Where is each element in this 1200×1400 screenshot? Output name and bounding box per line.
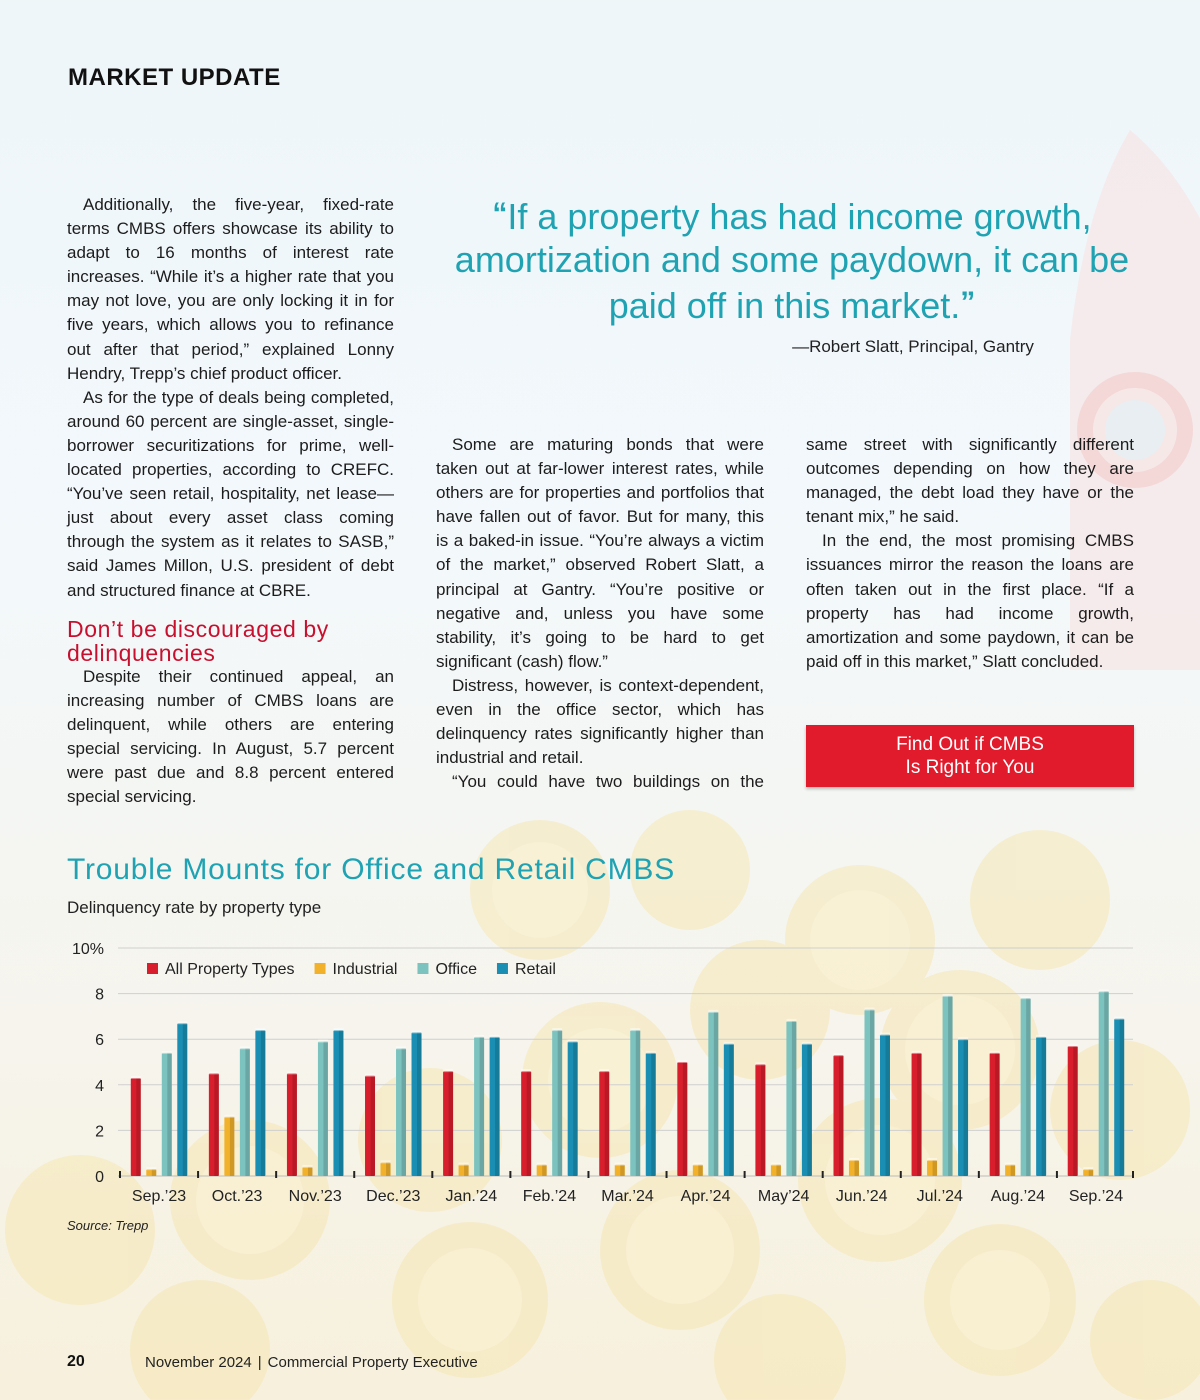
bar-shade [1011, 1165, 1016, 1176]
bar-shade [371, 1076, 376, 1176]
legend-swatch [147, 963, 158, 974]
bar-shade [1042, 1037, 1047, 1176]
y-tick-label: 2 [95, 1123, 104, 1141]
bar-cap [599, 1069, 609, 1072]
x-tick-label: Feb.’24 [522, 1188, 577, 1205]
body-paragraph: As for the type of deals being completed, around 60 percent are single-asset, single-borrower securitizations for prime, well-located properties, according to CREFC. “You’ve seen retail, hospitality, net lease—just about every asset class coming through the system as it relates to SASB,” said James Millon, U.S. president of debt and structured finance at CBRE. [67, 387, 394, 600]
bar-shade [292, 1073, 297, 1176]
pull-quote-text: If a property has had income growth, amortization and some paydown, it can be paid off in this market. [454, 196, 1130, 326]
body-paragraph: Additionally, the five-year, fixed-rate terms CMBS offers showcase its ability to adapt to 16 months of interest rate increases. “While it’s a higher rate that you may not love, you are only locking it in for five years, which allows you to refinance out after that period,” explained Lonny Hendry, Trepp’s chief product officer. [67, 195, 394, 383]
bar-cap [943, 994, 953, 997]
bar-shade [542, 1165, 547, 1176]
bar-shade [714, 1012, 719, 1176]
legend-label: Industrial [332, 961, 398, 978]
bar-cap [1099, 989, 1109, 992]
x-tick-label: Jun.’24 [835, 1188, 888, 1205]
bar-cap [302, 1165, 312, 1168]
bar-shade [620, 1165, 625, 1176]
body-paragraph: Despite their continued appeal, an increasing number of CMBS loans are delinquent, while others are entering special servicing. In August, 5.7 percent were past due and 8.8 percent entered special servicing. [67, 666, 394, 807]
body-paragraph: Distress, however, is context-dependent, even in the office sector, which has delinquency rates significantly higher than industrial and retail. [436, 675, 764, 768]
bar-cap [396, 1046, 406, 1049]
article-column-2 [436, 433, 764, 794]
bar-cap [771, 1163, 781, 1166]
close-quote-mark: ” [960, 286, 976, 319]
bar-shade [558, 1030, 563, 1176]
x-tick-label: Nov.’23 [288, 1188, 342, 1205]
cta-button[interactable] [806, 725, 1134, 787]
bar-shade [792, 1021, 797, 1176]
bar-cap [755, 1062, 765, 1065]
bar-cap [990, 1051, 1000, 1054]
legend-swatch [315, 963, 326, 974]
bar-shade [651, 1053, 656, 1176]
bar-shade [167, 1053, 172, 1176]
bar-cap [833, 1053, 843, 1056]
bar-cap [724, 1042, 734, 1045]
article-column-1 [67, 193, 394, 809]
bar-cap [318, 1039, 328, 1042]
footer-publication-name: Commercial Property Executive [267, 1354, 478, 1371]
bar-shade [464, 1165, 469, 1176]
bar-cap [1068, 1044, 1078, 1047]
bar-shade [933, 1160, 938, 1176]
bar-cap [521, 1069, 531, 1072]
bar-cap [802, 1042, 812, 1045]
bar-cap [849, 1158, 859, 1161]
x-tick-label: Dec.’23 [366, 1188, 421, 1205]
bar-shade [1089, 1169, 1094, 1176]
footer-publication [145, 1354, 478, 1371]
bar-shade [839, 1055, 844, 1176]
article-column-3 [806, 433, 1134, 674]
chart-title: Trouble Mounts for Office and Retail CMBS [67, 853, 676, 886]
x-tick-label: Mar.’24 [601, 1188, 654, 1205]
body-paragraph: Some are maturing bonds that were taken out at far-lower interest rates, while others are for properties and portfolios that have fallen out of favor. But for many, this is a baked-in issue. “You’re always a victim of the market,” observed Robert Slatt, a principal at Gantry. “You’re positive or negative and, unless you have some stability, it’s going to be hard to get significant (cash) flow.” [436, 435, 764, 671]
pull-quote-attribution: —Robert Slatt, Principal, Gantry [792, 337, 1034, 356]
delinquency-bar-chart [60, 935, 1150, 1215]
footer-separator: | [257, 1354, 262, 1371]
bar-shade [308, 1167, 313, 1176]
bar-cap [146, 1167, 156, 1170]
bar-cap [381, 1160, 391, 1163]
bar-shade [1073, 1046, 1078, 1176]
chart-subtitle: Delinquency rate by property type [67, 898, 322, 917]
bar-shade [761, 1064, 766, 1176]
x-tick-label: Jan.’24 [445, 1188, 498, 1205]
bar-shade [698, 1165, 703, 1176]
y-tick-label: 6 [95, 1032, 104, 1050]
body-paragraph: same street with significantly different outcomes depending on how they are managed, the debt load they have or the tenant mix,” he said. [806, 435, 1134, 527]
bar-cap [287, 1071, 297, 1074]
bar-cap [459, 1163, 469, 1166]
bar-shade [417, 1032, 422, 1176]
bar-cap [958, 1037, 968, 1040]
bar-shade [449, 1071, 454, 1176]
bar-cap [552, 1028, 562, 1031]
bar-cap [864, 1008, 874, 1011]
bar-cap [912, 1051, 922, 1054]
section-label: MARKET UPDATE [68, 64, 281, 91]
bar-cap [786, 1019, 796, 1022]
bar-shade [1104, 991, 1109, 1176]
x-tick-label: Aug.’24 [990, 1188, 1046, 1205]
bar-shade [214, 1073, 219, 1176]
bar-shade [183, 1023, 188, 1176]
bar-cap [333, 1028, 343, 1031]
bar-shade [964, 1039, 969, 1176]
page-number: 20 [67, 1353, 85, 1370]
bar-cap [224, 1115, 234, 1118]
bar-cap [443, 1069, 453, 1072]
open-quote-mark: “ [492, 197, 508, 230]
x-tick-label: Sep.’23 [131, 1188, 187, 1205]
bar-cap [677, 1060, 687, 1063]
bar-shade [323, 1041, 328, 1176]
bar-shade [480, 1037, 485, 1176]
bar-cap [880, 1033, 890, 1036]
body-paragraph: “You could have two buildings on the [452, 772, 764, 792]
bar-cap [537, 1163, 547, 1166]
bar-cap [131, 1076, 141, 1079]
bar-shade [245, 1048, 250, 1176]
bar-cap [630, 1028, 640, 1031]
x-tick-label: Jul.’24 [916, 1188, 963, 1205]
legend-label: Office [435, 961, 477, 978]
bar-shade [683, 1062, 688, 1176]
bar-shade [573, 1041, 578, 1176]
bar-shade [870, 1010, 875, 1176]
bar-cap [1036, 1035, 1046, 1038]
bar-cap [1083, 1167, 1093, 1170]
bar-shade [605, 1071, 610, 1176]
bar-shade [885, 1035, 890, 1176]
bar-shade [527, 1071, 532, 1176]
bar-cap [708, 1010, 718, 1013]
bar-shade [729, 1044, 734, 1176]
bar-shade [1120, 1019, 1125, 1176]
x-tick-label: May’24 [757, 1188, 810, 1205]
bar-shade [776, 1165, 781, 1176]
x-tick-label: Apr.’24 [680, 1188, 731, 1205]
bar-shade [995, 1053, 1000, 1176]
y-tick-label: 4 [95, 1077, 104, 1095]
bar-shade [261, 1030, 266, 1176]
bar-shade [917, 1053, 922, 1176]
legend-label: Retail [514, 961, 556, 978]
pull-quote [440, 192, 1144, 327]
bar-shade [636, 1030, 641, 1176]
legend-label: All Property Types [165, 961, 295, 978]
bar-shade [339, 1030, 344, 1176]
bar-shade [1026, 998, 1031, 1176]
bar-cap [1005, 1163, 1015, 1166]
cta-button-label: Find Out if CMBS Is Right for You [896, 734, 1044, 778]
bar-cap [1114, 1017, 1124, 1020]
bar-shade [230, 1117, 235, 1176]
bar-shade [136, 1078, 141, 1176]
legend-swatch [417, 963, 428, 974]
bar-cap [162, 1051, 172, 1054]
y-tick-label: 0 [95, 1169, 104, 1186]
y-tick-label: 8 [95, 986, 104, 1004]
bar-shade [807, 1044, 812, 1176]
bar-cap [365, 1074, 375, 1077]
bar-shade [386, 1162, 391, 1176]
bar-shade [854, 1160, 859, 1176]
bar-shade [402, 1048, 407, 1176]
bar-shade [152, 1169, 157, 1176]
bar-cap [615, 1163, 625, 1166]
bar-cap [474, 1035, 484, 1038]
bar-cap [490, 1035, 500, 1038]
bar-cap [927, 1158, 937, 1161]
bar-cap [177, 1021, 187, 1024]
body-paragraph: In the end, the most promising CMBS issuances mirror the reason the loans are often taken out in the first place. “If a property has had income growth, amortization and some paydown, it can be paid off in this market,” Slatt concluded. [806, 531, 1134, 671]
bar-shade [495, 1037, 500, 1176]
bar-cap [240, 1046, 250, 1049]
bar-cap [646, 1051, 656, 1054]
bar-cap [412, 1030, 422, 1033]
legend-swatch [497, 963, 508, 974]
subheading: Don’t be discouraged by delinquencies [67, 615, 329, 666]
bar-cap [209, 1071, 219, 1074]
chart-source: Source: Trepp [67, 1218, 149, 1233]
x-tick-label: Oct.’23 [211, 1188, 263, 1205]
bar-shade [948, 996, 953, 1176]
x-tick-label: Sep.’24 [1068, 1188, 1124, 1205]
bar-cap [568, 1039, 578, 1042]
bar-cap [693, 1163, 703, 1166]
bar-cap [1021, 996, 1031, 999]
bar-cap [255, 1028, 265, 1031]
footer-issue: November 2024 [145, 1354, 252, 1371]
y-tick-label: 10% [71, 941, 104, 958]
